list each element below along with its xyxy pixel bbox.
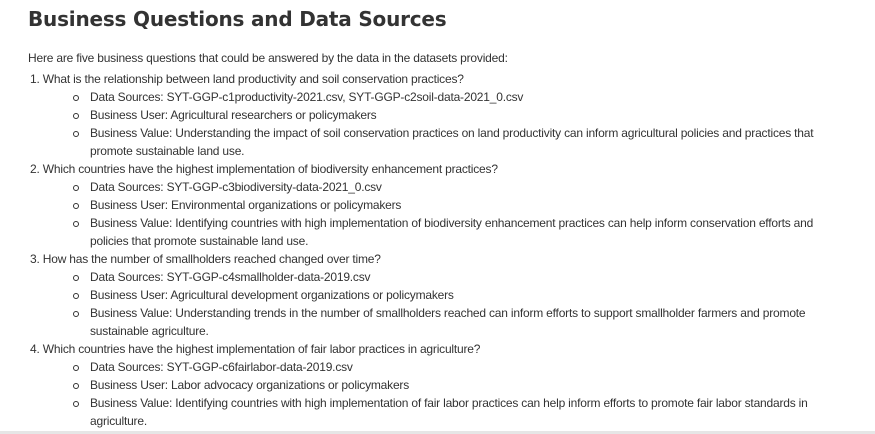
bullet-icon bbox=[73, 311, 79, 317]
data-sources-text: Data Sources: SYT-GGP-c3biodiversity-data-2021_0.csv bbox=[90, 180, 382, 194]
question-1-text: What is the relationship between land productivity and soil conservation practices? bbox=[42, 72, 464, 86]
question-1-line bbox=[28, 70, 868, 88]
business-value-text: Business Value: Identifying countries with high implementation of fair labor practices can help inform efforts to promote fair labor standards in agriculture. bbox=[90, 396, 808, 428]
question-4-text: Which countries have the highest implementation of fair labor practices in agriculture? bbox=[42, 342, 481, 356]
detail-item bbox=[73, 268, 850, 286]
bullet-icon bbox=[73, 203, 79, 209]
bullet-icon bbox=[73, 293, 79, 299]
business-value-text: Business Value: Identifying countries with high implementation of biodiversity enhancement practices can help inform conservation efforts and policies that promote sustainable land use. bbox=[90, 216, 814, 248]
question-2-text: Which countries have the highest implementation of biodiversity enhancement practices? bbox=[42, 162, 498, 176]
question-4-details bbox=[28, 358, 868, 430]
question-3-number: 3. bbox=[30, 252, 40, 266]
bullet-icon bbox=[73, 131, 79, 137]
bullet-icon bbox=[73, 221, 79, 227]
intro-paragraph: Here are five business questions that could be answered by the data in the datasets provided: bbox=[28, 51, 508, 65]
question-2-number: 2. bbox=[30, 162, 40, 176]
detail-item bbox=[73, 286, 850, 304]
detail-item bbox=[73, 88, 850, 106]
question-item-4 bbox=[28, 340, 868, 430]
question-2-details bbox=[28, 178, 868, 250]
detail-item bbox=[73, 106, 850, 124]
data-sources-text: Data Sources: SYT-GGP-c4smallholder-data-2019.csv bbox=[90, 270, 371, 284]
question-3-line bbox=[28, 250, 868, 268]
bullet-icon bbox=[73, 113, 79, 119]
question-3-text: How has the number of smallholders reached changed over time? bbox=[42, 252, 381, 266]
question-item-1 bbox=[28, 70, 868, 160]
detail-item bbox=[73, 394, 850, 430]
detail-item bbox=[73, 304, 850, 340]
business-value-text: Business Value: Understanding trends in the number of smallholders reached can inform efforts to support smallholder farmers and promote sustainable agriculture. bbox=[90, 306, 806, 338]
page-title: Business Questions and Data Sources bbox=[28, 7, 447, 31]
bullet-icon bbox=[73, 401, 79, 407]
business-user-text: Business User: Environmental organizations or policymakers bbox=[90, 198, 402, 212]
bullet-icon bbox=[73, 383, 79, 389]
question-4-line bbox=[28, 340, 868, 358]
question-item-3 bbox=[28, 250, 868, 340]
document-body bbox=[28, 0, 868, 430]
detail-item bbox=[73, 214, 850, 250]
bullet-icon bbox=[73, 275, 79, 281]
bullet-icon bbox=[73, 95, 79, 101]
business-value-text: Business Value: Understanding the impact of soil conservation practices on land productivity can inform agricultural policies and practices that promote sustainable land use. bbox=[90, 126, 814, 158]
bullet-icon bbox=[73, 365, 79, 371]
questions-list bbox=[28, 70, 868, 430]
detail-item bbox=[73, 196, 850, 214]
question-1-number: 1. bbox=[30, 72, 40, 86]
business-user-text: Business User: Agricultural researchers or policymakers bbox=[90, 108, 377, 122]
data-sources-text: Data Sources: SYT-GGP-c6fairlabor-data-2019.csv bbox=[90, 360, 353, 374]
detail-item bbox=[73, 358, 850, 376]
business-user-text: Business User: Labor advocacy organizations or policymakers bbox=[90, 378, 410, 392]
question-4-number: 4. bbox=[30, 342, 40, 356]
detail-item bbox=[73, 178, 850, 196]
detail-item bbox=[73, 376, 850, 394]
question-item-2 bbox=[28, 160, 868, 250]
bullet-icon bbox=[73, 185, 79, 191]
question-1-details bbox=[28, 88, 868, 160]
detail-item bbox=[73, 124, 850, 160]
business-user-text: Business User: Agricultural development organizations or policymakers bbox=[90, 288, 454, 302]
question-3-details bbox=[28, 268, 868, 340]
data-sources-text: Data Sources: SYT-GGP-c1productivity-2021.csv, SYT-GGP-c2soil-data-2021_0.csv bbox=[90, 90, 524, 104]
question-2-line bbox=[28, 160, 868, 178]
